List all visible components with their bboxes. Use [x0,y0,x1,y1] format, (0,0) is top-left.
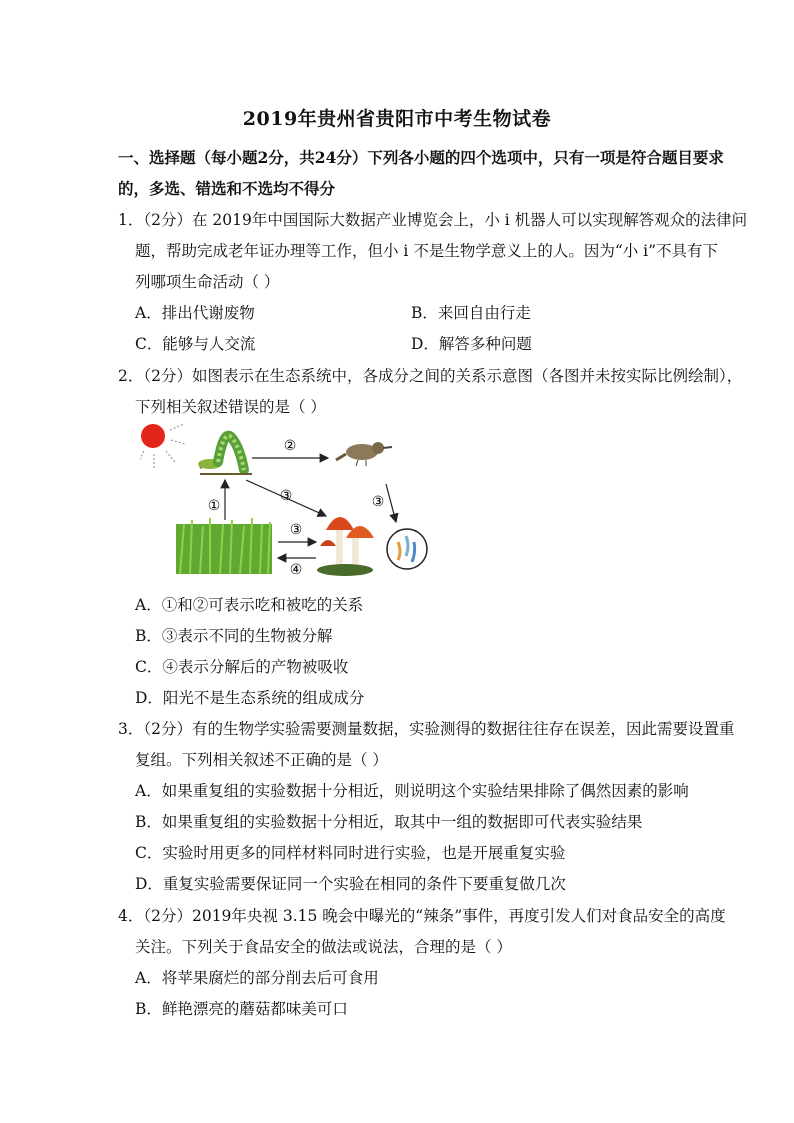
diagram-label-3c: ③ [289,522,303,538]
q4-stem-line1: 4．（2分）2019年央视 3.15 晚会中曝光的“辣条”事件，再度引发人们对食品安全的高度 [118,907,726,925]
q4-option-b: B．鲜艳漂亮的蘑菇都味美可口 [135,1000,348,1018]
diagram-label-3b: ③ [371,494,385,510]
q2-option-c: C．④表示分解后的产物被吸收 [135,658,349,676]
q3-stem-line2: 复组。下列相关叙述不正确的是（ ） [135,751,388,769]
q1-option-d: D．解答多种问题 [411,335,532,353]
q3-stem-line1: 3．（2分）有的生物学实验需要测量数据，实验测得的数据往往存在误差，因此需要设置重 [118,720,735,738]
mushroom-icon [317,517,374,576]
section-heading-line2: 的，多选、错选和不选均不得分 [118,179,336,198]
page-title: 2019年贵州省贵阳市中考生物试卷 [242,108,552,130]
q1-stem-line2: 题，帮助完成老年证办理等工作，但小 i 不是生物学意义上的人。因为“小 i”不具有下 [135,242,719,260]
q4-stem-line2: 关注。下列关于食品安全的做法或说法，合理的是（ ） [135,938,512,956]
diagram-label-4: ④ [289,562,303,578]
diagram-label-2: ② [283,438,297,454]
q3-option-d: D．重复实验需要保证同一个实验在相同的条件下要重复做几次 [135,875,566,893]
q2-stem-line1: 2．（2分）如图表示在生态系统中，各成分之间的关系示意图（各图并未按实际比例绘制）， [118,367,743,385]
q1-stem-line1: 1．（2分）在 2019年中国国际大数据产业博览会上，小 i 机器人可以实现解答观众的法律问 [118,211,748,229]
q1-option-b: B．来回自由行走 [411,304,531,322]
bacteria-icon [387,529,427,569]
q1-option-c: C．能够与人交流 [135,335,256,353]
q3-option-b: B．如果重复组的实验数据十分相近，取其中一组的数据即可代表实验结果 [135,813,643,831]
q2-stem-line2: 下列相关叙述错误的是（ ） [135,398,326,416]
q2-option-a: A．①和②可表示吃和被吃的关系 [135,596,364,614]
grass-icon [176,518,272,574]
q3-option-a: A．如果重复组的实验数据十分相近，则说明这个实验结果排除了偶然因素的影响 [135,782,689,800]
q2-option-d: D．阳光不是生态系统的组成成分 [135,689,365,707]
q4-option-a: A．将苹果腐烂的部分削去后可食用 [135,969,379,987]
caterpillar-icon [198,436,252,474]
diagram-label-3a: ③ [279,488,293,504]
bird-icon [336,442,392,466]
arrow-bird-to-bacteria [386,484,396,522]
q2-option-b: B．③表示不同的生物被分解 [135,627,333,645]
q1-stem-line3: 列哪项生命活动（ ） [135,273,280,291]
diagram-label-1: ① [207,498,221,514]
section-heading-line1: 一、选择题（每小题2分，共24分）下列各小题的四个选项中，只有一项是符合题目要求 [118,148,724,167]
q3-option-c: C．实验时用更多的同样材料同时进行实验，也是开展重复实验 [135,844,566,862]
q1-option-a: A．排出代谢废物 [135,304,255,322]
ecosystem-diagram [140,418,440,583]
sun-icon [140,424,185,468]
